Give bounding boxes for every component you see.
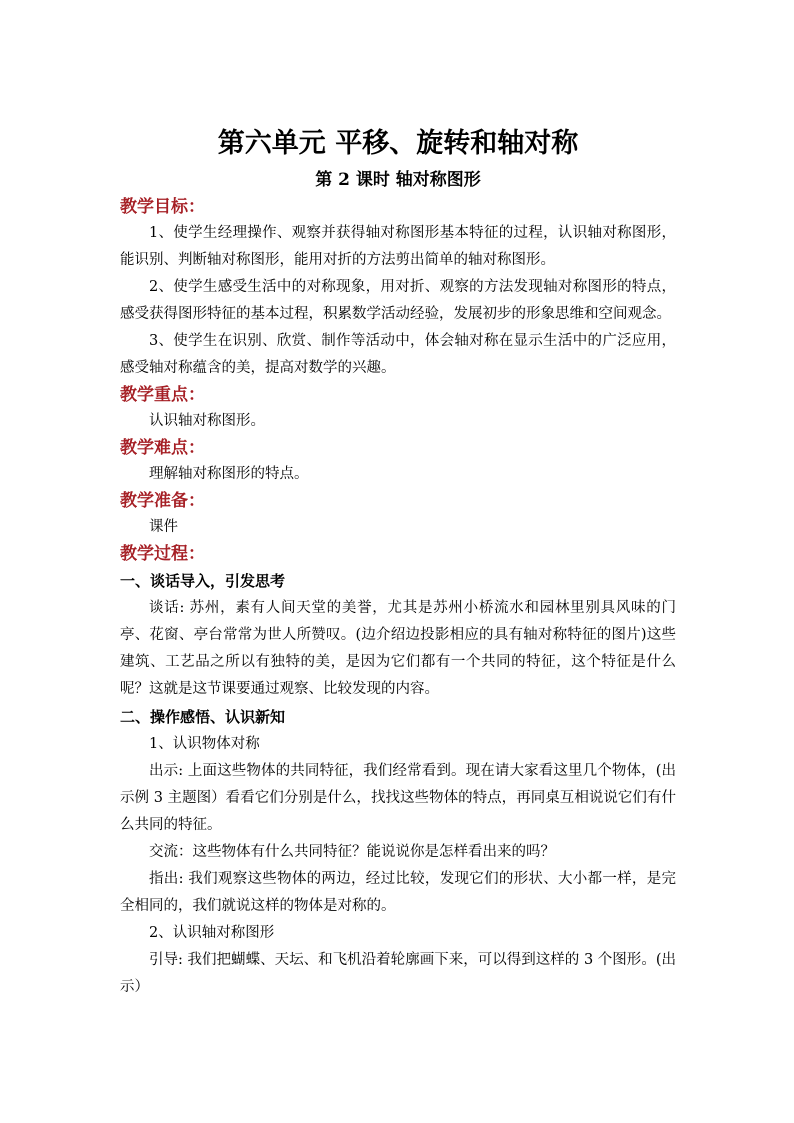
key-points-text: 认识轴对称图形。 <box>149 413 265 429</box>
objective-item: 1、使学生经理操作、观察并获得轴对称图形基本特征的过程，认识轴对称图形，能识别、判断轴对称图形，能用对折的方法剪出简单的轴对称图形。 <box>120 225 676 268</box>
section-2-paragraph: 出示: 上面这些物体的共同特征，我们经常看到。现在请大家看这里几个物体，(出示例 3 主题图）看看它们分别是什么，找找这些物体的特点，再同桌互相说说它们有什么共同的特征。 <box>120 763 676 833</box>
objective-item: 3、使学生在识别、欣赏、制作等活动中，体会轴对称在显示生活中的广泛应用，感受轴对称蕴含的美，提高对数学的兴趣。 <box>120 333 676 376</box>
preparation-heading: 教学准备： <box>120 491 205 511</box>
difficulties-text: 理解轴对称图形的特点。 <box>149 466 309 482</box>
section-2-paragraph: 指出: 我们观察这些物体的两边，经过比较，发现它们的形状、大小都一样，是完全相同的，我们就说这样的物体是对称的。 <box>120 871 676 914</box>
section-1-paragraph: 谈话: 苏州，素有人间天堂的美誉，尤其是苏州小桥流水和园林里别具风味的门亭、花窗、亭台常常为世人所赞叹。(边介绍边投影相应的具有轴对称特征的图片)这些建筑、工艺品之所以有独特的美，是因为它们都有一个共同的特征，这个特征是什么呢？这就是这节课要通过观察、比较发现的内容。 <box>120 600 676 697</box>
subsection-1-heading: 1、认识物体对称 <box>149 736 260 752</box>
section-2-heading: 二、操作感悟、认识新知 <box>120 708 286 726</box>
subsection-2-heading: 2、认识轴对称图形 <box>149 925 275 941</box>
section-2-paragraph: 引导: 我们把蝴蝶、天坛、和飞机沿着轮廓画下来，可以得到这样的 3 个图形。(出示） <box>120 952 676 995</box>
lesson-subtitle: 第 2 课时 轴对称图形 <box>315 170 481 190</box>
section-1-heading: 一、谈话导入，引发思考 <box>120 572 286 590</box>
section-2-paragraph: 交流：这些物体有什么共同特征？能说说你是怎样看出来的吗？ <box>149 844 555 860</box>
key-points-heading: 教学重点： <box>120 385 205 405</box>
preparation-text: 课件 <box>149 519 178 535</box>
objective-item: 2、使学生感受生活中的对称现象，用对折、观察的方法发现轴对称图形的特点，感受获得图形特征的基本过程，积累数学活动经验，发展初步的形象思维和空间观念。 <box>120 279 676 322</box>
process-heading: 教学过程： <box>120 544 205 564</box>
difficulties-heading: 教学难点： <box>120 438 205 458</box>
document-body <box>120 124 676 1001</box>
objectives-heading: 教学目标： <box>120 197 205 217</box>
document-title: 第六单元 平移、旋转和轴对称 <box>217 128 579 159</box>
